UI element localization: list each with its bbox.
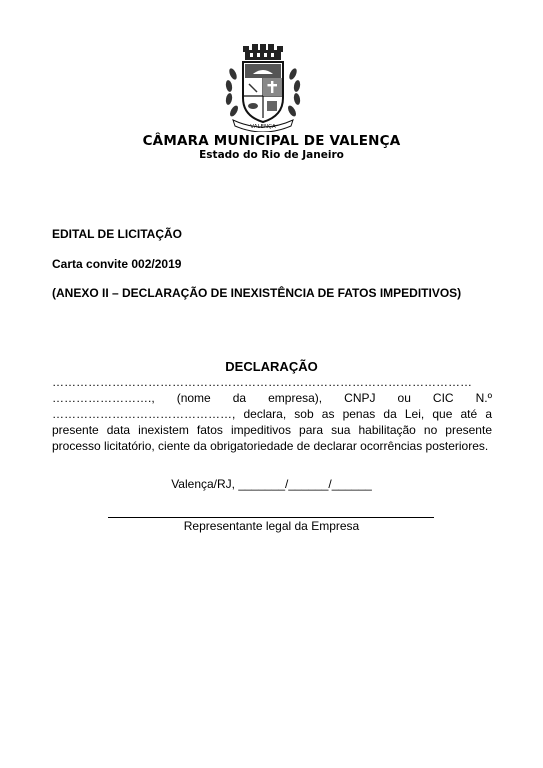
invite-number: Carta convite 002/2019 bbox=[52, 257, 182, 271]
declaration-dotted-line: …………………………………………………………………………………………… bbox=[52, 375, 472, 389]
place-date-line: Valença/RJ, _______/______/______ bbox=[171, 477, 372, 491]
organization-name: CÂMARA MUNICIPAL DE VALENÇA bbox=[142, 133, 401, 149]
municipal-crest-logo bbox=[219, 44, 307, 132]
signature-line bbox=[108, 517, 434, 518]
declaration-body: ……………………., (nome da empresa), CNPJ ou CIC N.º ………………………………………, declara, sob as penas da Lei, que até a presente data inexistem fatos impeditivos para sua habilitação no presente processo licitatório, ciente da obrigatoriedade de declarar ocorrências posteriores. bbox=[52, 391, 492, 453]
crest-ribbon-text: VALENÇA bbox=[250, 124, 276, 130]
notice-title: EDITAL DE LICITAÇÃO bbox=[52, 227, 182, 241]
signature-label: Representante legal da Empresa bbox=[183, 519, 360, 533]
declaration-heading: DECLARAÇÃO bbox=[225, 359, 318, 374]
organization-state: Estado do Rio de Janeiro bbox=[199, 149, 344, 161]
annex-title: (ANEXO II – DECLARAÇÃO DE INEXISTÊNCIA DE FATOS IMPEDITIVOS) bbox=[52, 286, 462, 300]
